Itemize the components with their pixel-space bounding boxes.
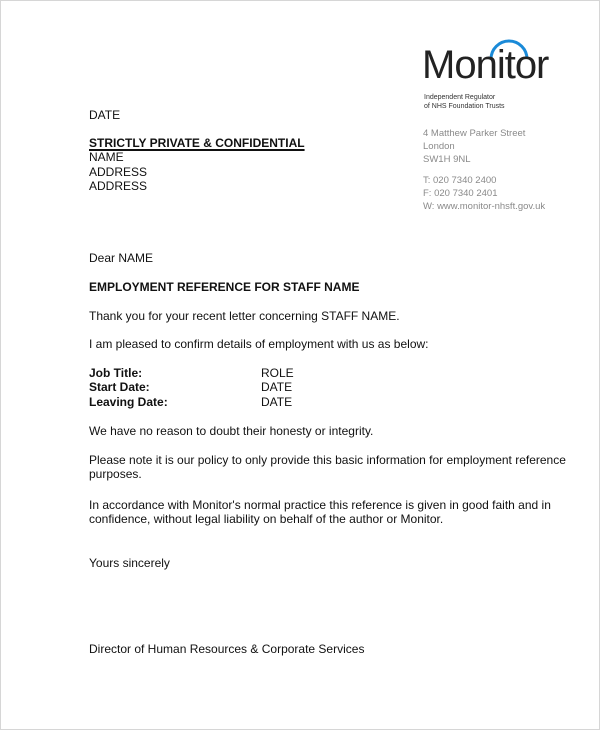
recipient-name: NAME xyxy=(89,150,124,164)
detail-value: DATE xyxy=(261,395,293,409)
paragraph-5-line-1: In accordance with Monitor's normal practice this reference is given in good faith and in xyxy=(89,498,551,512)
address-line-1: 4 Matthew Parker Street xyxy=(423,128,526,139)
address-line-3: SW1H 9NL xyxy=(423,154,471,165)
logo-tagline-2: of NHS Foundation Trusts xyxy=(424,103,505,110)
paragraph-4-line-1: Please note it is our policy to only provide this basic information for employment reference xyxy=(89,453,566,467)
signatory-title: Director of Human Resources & Corporate Services xyxy=(89,642,365,656)
paragraph-3: We have no reason to doubt their honesty or integrity. xyxy=(89,424,374,438)
letter-date: DATE xyxy=(89,108,121,122)
website: W: www.monitor-nhsft.gov.uk xyxy=(423,201,546,212)
fax-number: F: 020 7340 2401 xyxy=(423,188,498,199)
salutation: Dear NAME xyxy=(89,251,154,265)
phone-number: T: 020 7340 2400 xyxy=(423,175,497,186)
recipient-address-1: ADDRESS xyxy=(89,165,148,179)
detail-value: DATE xyxy=(261,380,293,394)
closing: Yours sincerely xyxy=(89,556,170,570)
paragraph-2: I am pleased to confirm details of employment with us as below: xyxy=(89,337,429,351)
recipient-address-2: ADDRESS xyxy=(89,179,148,193)
subject-line: EMPLOYMENT REFERENCE FOR STAFF NAME xyxy=(89,280,360,294)
detail-label: Start Date: xyxy=(89,380,150,394)
detail-label: Leaving Date: xyxy=(89,395,168,409)
logo-wordmark: Monitor xyxy=(422,43,549,87)
logo-tagline-1: Independent Regulator xyxy=(424,94,496,101)
detail-label: Job Title: xyxy=(89,366,143,380)
paragraph-4-line-2: purposes. xyxy=(89,467,142,481)
paragraph-5-line-2: confidence, without legal liability on behalf of the author or Monitor. xyxy=(89,512,444,526)
paragraph-1: Thank you for your recent letter concerning STAFF NAME. xyxy=(89,309,400,323)
address-line-2: London xyxy=(423,141,455,152)
confidential-heading: STRICTLY PRIVATE & CONFIDENTIAL xyxy=(89,136,305,150)
detail-value: ROLE xyxy=(261,366,294,380)
